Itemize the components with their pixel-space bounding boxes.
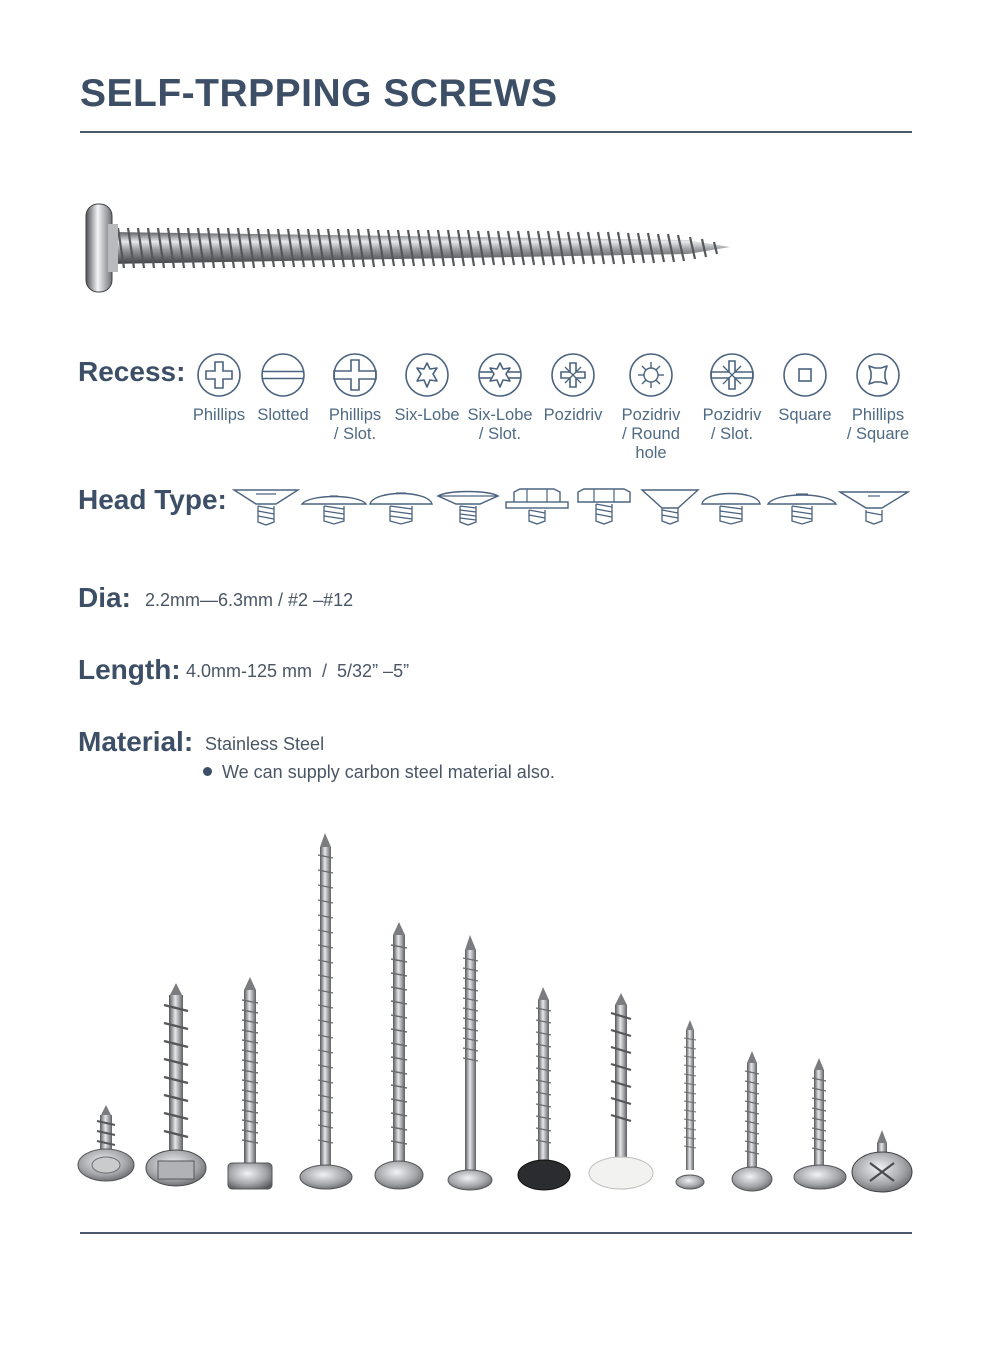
material-value: Stainless Steel [205,734,325,754]
recess-item-phillips-square [832,352,924,444]
recess-caption: Phillips [192,406,246,424]
dia-value: 2.2mm—6.3mm / #2 –#12 [145,590,354,610]
footer-divider [80,1232,912,1234]
title-divider [80,131,912,133]
six-lobe-slot-recess-icon [477,352,523,398]
recess-caption: Six-Lobe / Slot. [467,406,533,443]
head-type-label: Head Type: [78,484,227,515]
recess-caption: Phillips / Square [846,406,910,443]
square-recess-icon [782,352,828,398]
countersunk-head-icon [640,486,700,526]
recess-item-pozidriv-round-hole [605,352,697,463]
material-note-text: We can supply carbon steel material also. [222,762,555,782]
recess-caption: Phillips / Slot. [328,406,382,443]
hex-washer-head-icon [502,486,572,526]
phillips-recess-icon [196,352,242,398]
page-title: SELF-TRPPING SCREWS [80,72,558,115]
recess-caption: Pozidriv / Slot. [702,406,762,443]
six-lobe-recess-icon [404,352,450,398]
material-label: Material: [78,726,194,757]
phillips-square-recess-icon [855,352,901,398]
recess-caption: Six-Lobe [394,406,460,424]
flat-head-icon [232,486,300,526]
recess-caption: Pozidriv / Round hole [621,406,681,462]
screw-assortment-image [70,825,920,1205]
bullet-dot [203,767,212,776]
truss-head-icon [766,486,838,526]
slotted-recess-icon [260,352,306,398]
length-value: 4.0mm-125 mm / 5/32” –5” [186,661,410,681]
pozidriv-slot-recess-icon [709,352,755,398]
phillips-slot-recess-icon [332,352,378,398]
material-note [203,762,555,783]
button-head-icon [700,486,762,526]
length-label: Length: [78,654,181,685]
pozidriv-round-hole-recess-icon [628,352,674,398]
recess-caption: Slotted [257,406,309,424]
recess-caption: Pozidriv [543,406,603,424]
pozidriv-recess-icon [550,352,596,398]
hex-head-icon [574,486,634,526]
hero-screw-image [78,198,738,298]
round-head-icon [368,486,434,526]
flat-undercut-head-icon [838,486,910,526]
raised-countersunk-head-icon [436,486,500,526]
dia-label: Dia: [78,582,131,613]
wafer-head-icon [300,486,368,526]
recess-caption: Square [778,406,832,424]
recess-label: Recess: [78,356,186,387]
